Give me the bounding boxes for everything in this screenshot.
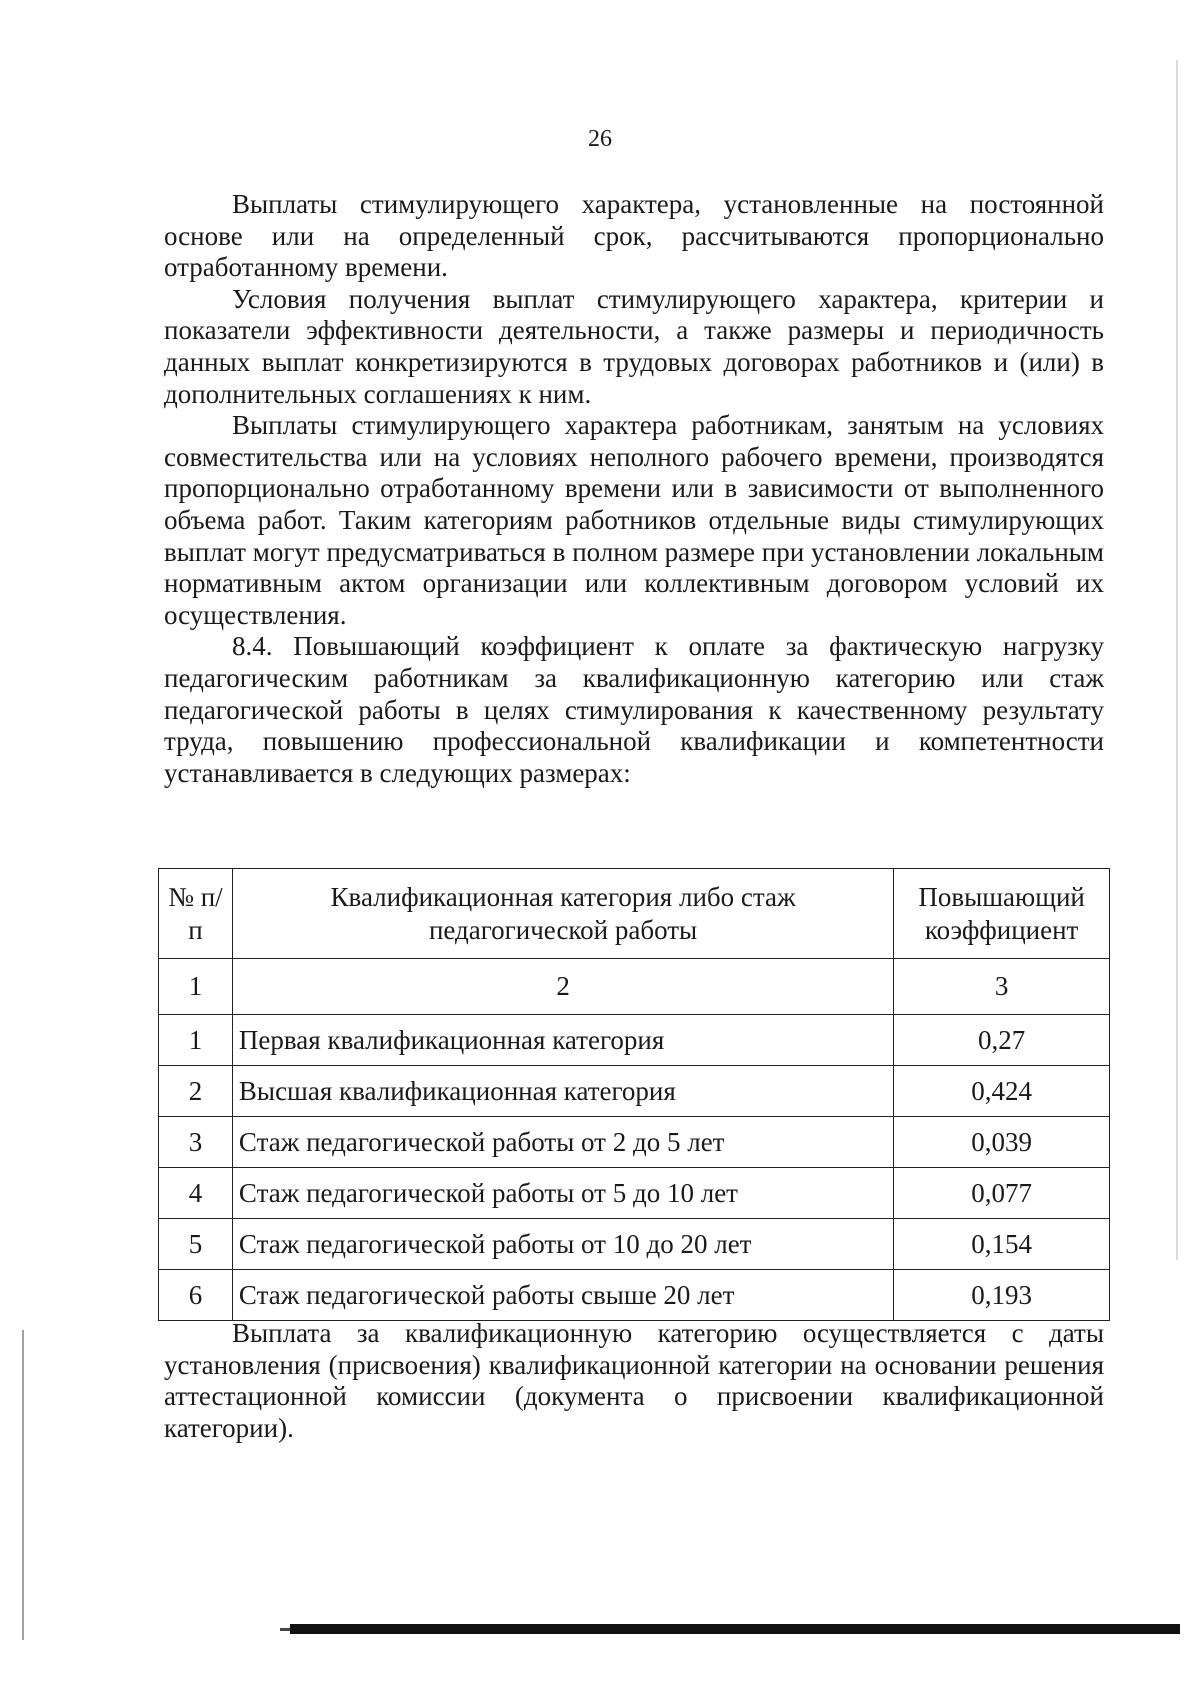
paragraph: Выплата за квалификационную категорию осуществляется с даты установления (присвоения) квалификационной категории на основании решения аттестационной комиссии (документа о присвоении квалификационной категории).	[164, 1318, 1104, 1443]
page-number: 26	[588, 126, 612, 152]
header-coefficient: Повышающий коэффициент	[894, 869, 1110, 959]
header-num: № п/п	[159, 869, 233, 959]
table-row	[159, 1270, 1110, 1321]
row-num: 6	[159, 1270, 233, 1321]
index-cell: 3	[894, 959, 1110, 1015]
row-category: Стаж педагогической работы от 10 до 20 лет	[232, 1219, 893, 1270]
paragraph: 8.4. Повышающий коэффициент к оплате за фактическую нагрузку педагогическим работникам за квалификационную категорию или стаж педагогической работы в целях стимулирования к качественному результату труда, повышению профессиональной квалификации и компетентности устанавливается в следующих размерах:	[164, 631, 1104, 788]
row-coefficient: 0,077	[894, 1168, 1110, 1219]
index-cell: 2	[232, 959, 893, 1015]
row-coefficient: 0,154	[894, 1219, 1110, 1270]
paragraph: Условия получения выплат стимулирующего характера, критерии и показатели эффективности деятельности, а также размеры и периодичность данных выплат конкретизируются в трудовых договорах работников и (или) в дополнительных соглашениях к ним.	[164, 283, 1104, 409]
row-num: 5	[159, 1219, 233, 1270]
row-num: 4	[159, 1168, 233, 1219]
table-row	[159, 1015, 1110, 1066]
bottom-scan-bar	[290, 1624, 1180, 1634]
row-num: 2	[159, 1066, 233, 1117]
closing-text	[164, 1318, 1104, 1444]
scan-edge-right	[1176, 60, 1178, 1260]
table-row	[159, 1219, 1110, 1270]
row-num: 1	[159, 1015, 233, 1066]
row-category: Стаж педагогической работы от 2 до 5 лет	[232, 1117, 893, 1168]
table-row	[159, 1168, 1110, 1219]
table-header-row	[159, 869, 1110, 959]
row-category: Стаж педагогической работы свыше 20 лет	[232, 1270, 893, 1321]
row-num: 3	[159, 1117, 233, 1168]
table-row	[159, 1117, 1110, 1168]
table-index-row	[159, 959, 1110, 1015]
paragraph: Выплаты стимулирующего характера работникам, занятым на условиях совместительства или на условиях неполного рабочего времени, производятся пропорционально отработанному времени или в зависимости от выполненного объема работ. Таким категориям работников отдельные виды стимулирующих выплат могут предусматриваться в полном размере при установлении локальным нормативным актом организации или коллективным договором условий их осуществления.	[164, 410, 1104, 630]
row-coefficient: 0,424	[894, 1066, 1110, 1117]
paragraph: Выплаты стимулирующего характера, установленные на постоянной основе или на определенный срок, рассчитываются пропорционально отработанному времени.	[164, 189, 1104, 283]
scan-edge-left	[22, 1330, 24, 1640]
row-category: Стаж педагогической работы от 5 до 10 лет	[232, 1168, 893, 1219]
row-coefficient: 0,27	[894, 1015, 1110, 1066]
table-row	[159, 1066, 1110, 1117]
body-text	[164, 189, 1104, 789]
index-cell: 1	[159, 959, 233, 1015]
row-category: Первая квалификационная категория	[232, 1015, 893, 1066]
coefficient-table	[158, 868, 1110, 1321]
header-category: Квалификационная категория либо стаж педагогической работы	[232, 869, 893, 959]
row-category: Высшая квалификационная категория	[232, 1066, 893, 1117]
row-coefficient: 0,193	[894, 1270, 1110, 1321]
row-coefficient: 0,039	[894, 1117, 1110, 1168]
